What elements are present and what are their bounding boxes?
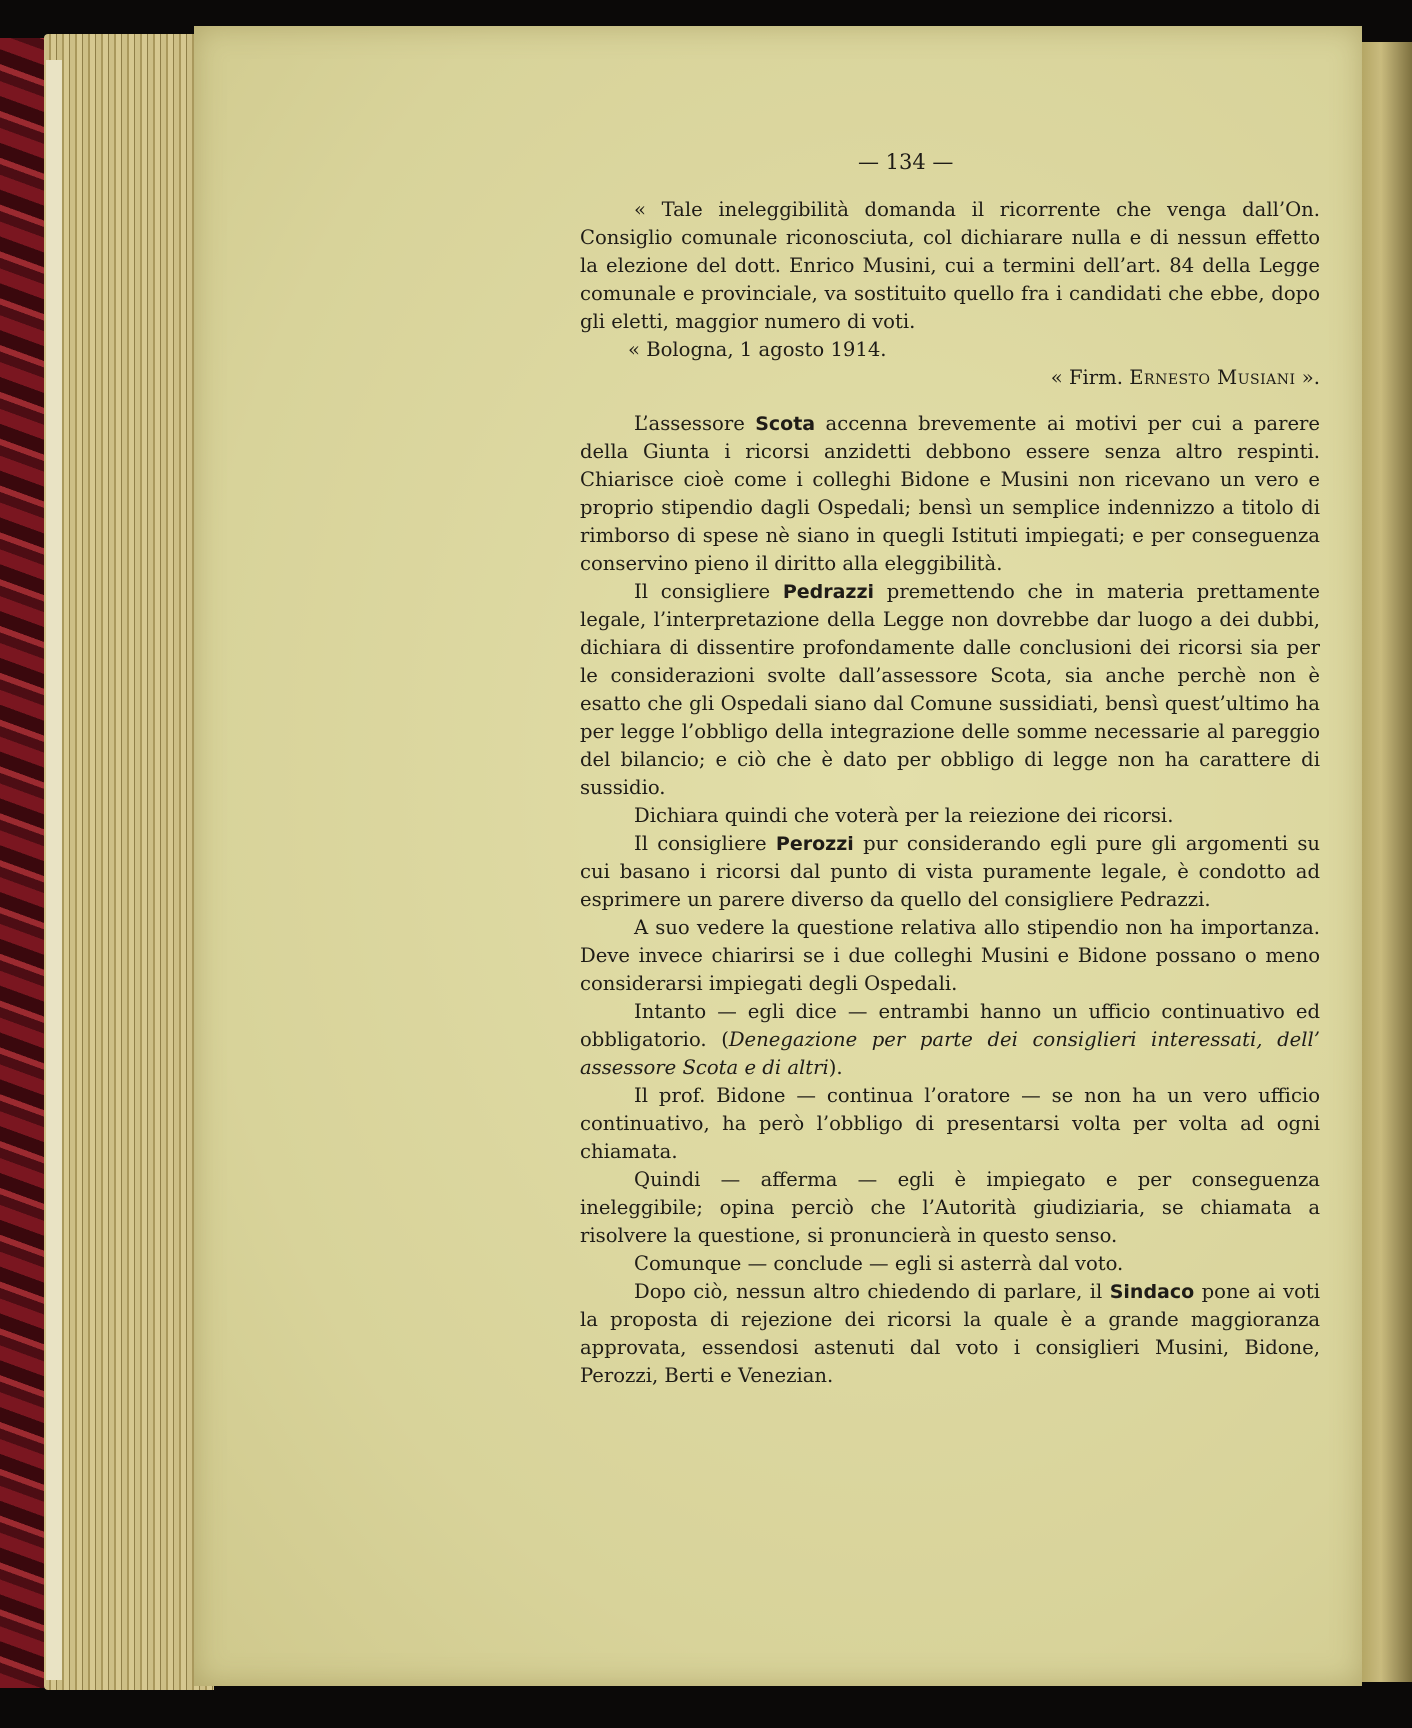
paragraph: Dichiara quindi che voterà per la reiezione dei ricorsi. (634, 804, 1174, 827)
paragraph: Il prof. Bidone — continua l’oratore — se non ha un vero ufficio continuativo, ha però l’obbligo di presentarsi volta per volta ad ogni chiamata. (580, 1084, 1320, 1163)
right-page-edge (1360, 42, 1412, 1682)
speaker-name: Scota (755, 413, 816, 435)
paragraph: A suo vedere la questione relativa allo stipendio non ha importanza. Deve invece chiarirsi se i due colleghi Musini e Bidone possano o meno considerarsi impiegati degli Ospedali. (580, 916, 1320, 995)
paragraph-scota: L’assessore Scota accenna brevemente ai motivi per cui a parere della Giunta i ricorsi anzidetti debbono essere senza altro respinti. Chiarisce cioè come i colleghi Bidone e Musini non ricevano un vero e proprio stipendio dagli Ospedali; bensì un semplice indennizzo a titolo di rimborso di spese nè siano in quegli Istituti impiegati; e per conseguenza conservino pieno il diritto alla eleggibilità. (580, 412, 1320, 575)
paragraph-pedrazzi: Il consigliere Pedrazzi premettendo che in materia prettamente legale, l’interpretazione della Legge non dovrebbe dar luogo a dei dubbi, dichiara di dissentire profondamente dalle conclusioni dei ricorsi sia per le considerazioni svolte dall’assessore Scota, sia anche perchè non è esatto che gli Ospedali siano dal Comune sussidiati, bensì quest’ultimo ha per legge l’obbligo della integrazione delle somme necessarie al pareggio del bilancio; e ciò che è dato per obbligo di legge non ha carattere di sussidio. (580, 580, 1320, 799)
paragraph-intanto: Intanto — egli dice — entrambi hanno un ufficio continuativo ed obbligatorio. (Denegazione per parte dei consiglieri interessati, dell’ assessore Scota e di altri). (580, 1000, 1320, 1079)
paragraph: Quindi — afferma — egli è impiegato e per conseguenza ineleggibile; opina perciò che l’Autorità giudiziaria, se chiamata a risolvere la questione, si pronuncierà in questo senso. (580, 1168, 1320, 1247)
speaker-name: Perozzi (775, 833, 854, 855)
paragraph-quote: « Tale ineleggibilità domanda il ricorrente che venga dall’On. Consiglio comunale riconosciuta, col dichiarare nulla e di nessun effetto la elezione del dott. Enrico Musini, cui a termini dell’art. 84 della Legge comunale e provinciale, va sostituito quello fra i candidati che ebbe, dopo gli eletti, maggior numero di voti. (580, 198, 1320, 333)
speaker-name: Pedrazzi (782, 581, 875, 603)
page-number: — 134 — (858, 150, 954, 174)
paragraph: Comunque — conclude — egli si asterrà dal voto. (634, 1252, 1124, 1275)
paragraph-signature: « Firm. Ernesto Musiani ». (1050, 366, 1320, 389)
speaker-name: Sindaco (1109, 1281, 1195, 1303)
signatory-name: Ernesto Musiani (1129, 366, 1296, 389)
paragraph-perozzi: Il consigliere Perozzi pur considerando egli pure gli argomenti su cui basano i ricorsi dal punto di vista puramente legale, è condotto ad esprimere un parere diverso da quello del consigliere Pedrazzi. (580, 832, 1320, 911)
page-text (580, 196, 1320, 1390)
paragraph-date: « Bologna, 1 agosto 1914. (628, 338, 887, 361)
paragraph-sindaco: Dopo ciò, nessun altro chiedendo di parlare, il Sindaco pone ai voti la proposta di rejezione dei ricorsi la quale è a grande maggioranza approvata, essendosi astenuti dal voto i consiglieri Musini, Bidone, Perozzi, Berti e Venezian. (580, 1280, 1321, 1387)
page-edges (44, 34, 214, 1690)
italic-interjection: Denegazione per parte dei consiglieri interessati, dell’ assessore Scota e di altri (580, 1028, 1320, 1079)
endpaper (46, 60, 62, 1680)
